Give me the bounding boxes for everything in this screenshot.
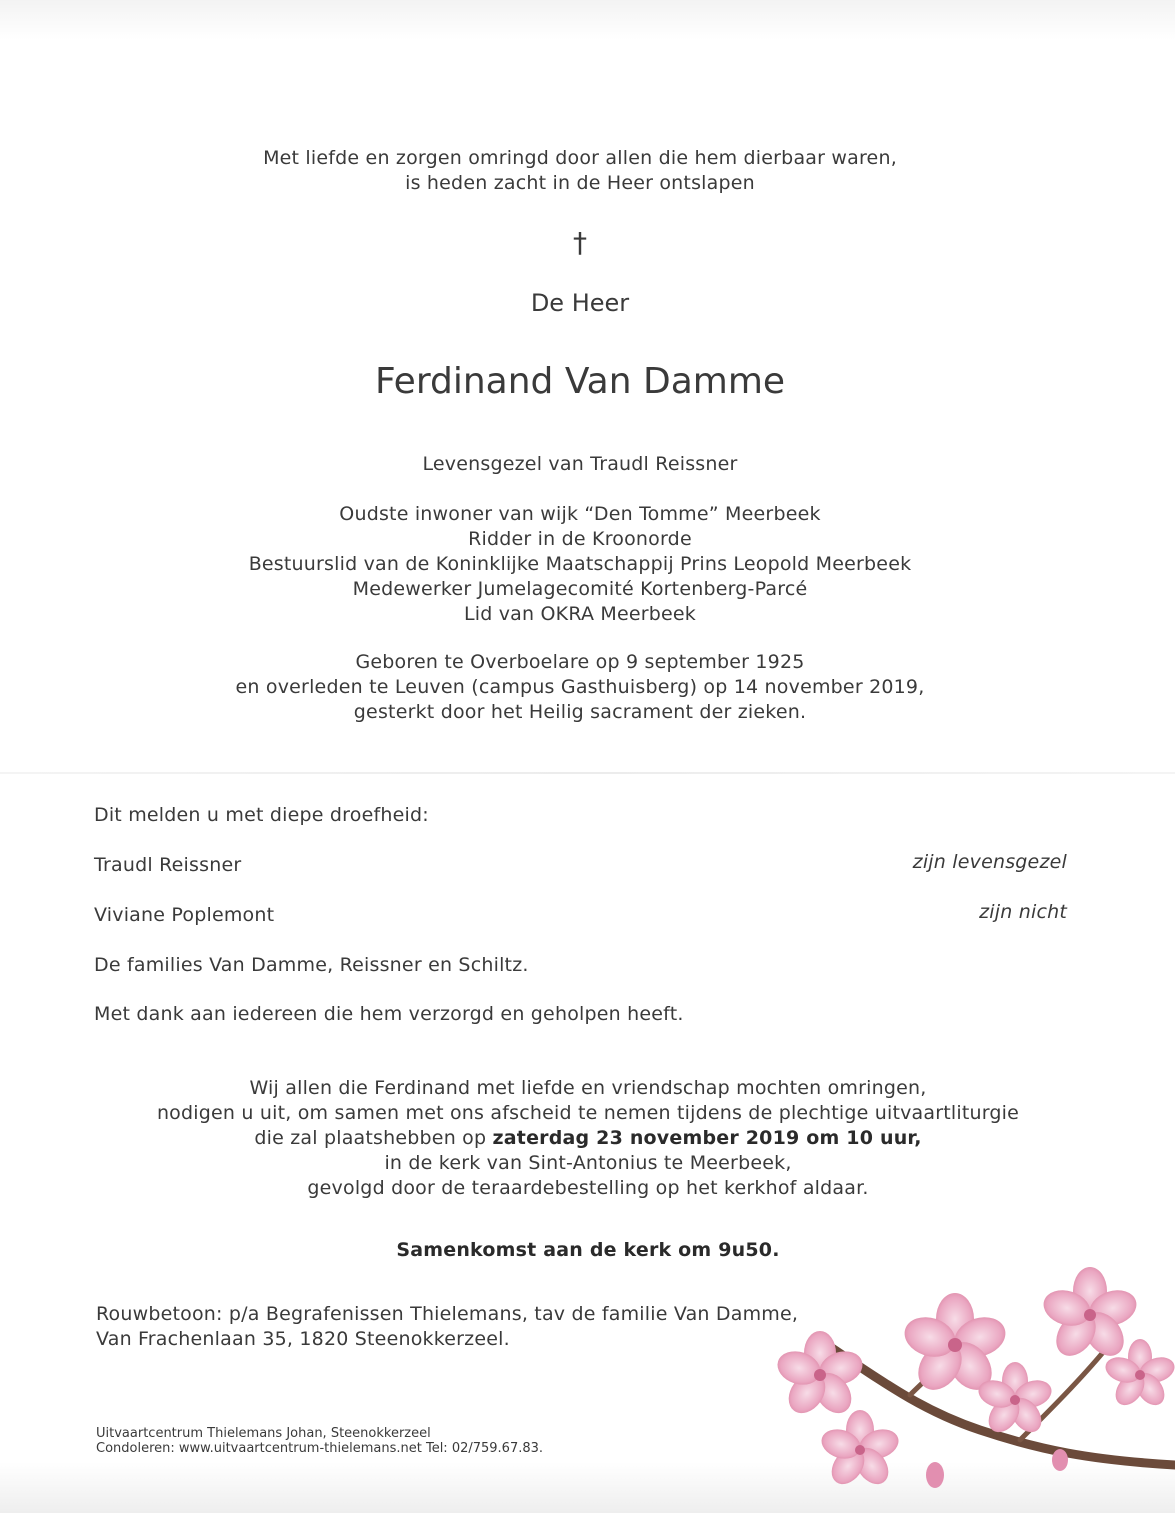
birth-death-info [0, 650, 1160, 725]
condolence-line-1: Rouwbetoon: p/a Begrafenissen Thielemans, tav de familie Van Damme, [96, 1303, 799, 1325]
affiliation-item: Lid van OKRA Meerbeek [463, 603, 697, 625]
birth-line: Geboren te Overboelare op 9 september 1925 [355, 651, 805, 673]
invitation-line-5: gevolgd door de teraardebestelling op het kerkhof aldaar. [307, 1177, 869, 1199]
blossom-bud [926, 1462, 944, 1488]
intro-line-1: Met liefde en zorgen omringd door allen die hem dierbaar waren, [263, 147, 897, 169]
funeral-invitation [8, 1076, 1168, 1201]
invitation-line-4: in de kerk van Sint-Antonius te Meerbeek, [384, 1152, 792, 1174]
invitation-line-3-prefix: die zal plaatshebben op [254, 1127, 493, 1149]
blossom-flower [1039, 1267, 1141, 1363]
partner-line: Levensgezel van Traudl Reissner [422, 453, 738, 475]
footer-line-2: Condoleren: www.uitvaartcentrum-thielemans.net Tel: 02/759.67.83. [96, 1441, 544, 1456]
intro-line-2: is heden zacht in de Heer ontslapen [405, 172, 755, 194]
footer-line-1: Uitvaartcentrum Thielemans Johan, Steenokkerzeel [96, 1426, 431, 1441]
invitation-line-1: Wij allen die Ferdinand met liefde en vriendschap mochten omringen, [249, 1077, 927, 1099]
mourner-name: Viviane Poplemont [94, 904, 275, 926]
deceased-name: Ferdinand Van Damme [374, 361, 786, 402]
mourner-relation: zijn levensgezel [912, 851, 1067, 873]
death-line: en overleden te Leuven (campus Gasthuisberg) op 14 november 2019, [235, 676, 925, 698]
thanks-line: Met dank aan iedereen die hem verzorgd en geholpen heeft. [94, 1003, 684, 1025]
affiliation-item: Bestuurslid van de Koninklijke Maatschappij Prins Leopold Meerbeek [248, 553, 912, 575]
title-prefix: De Heer [530, 289, 630, 317]
invitation-line-3 [8, 1126, 1168, 1151]
intro-text [0, 146, 1160, 196]
condolence-address [96, 1302, 798, 1352]
condolence-line-2: Van Frachenlaan 35, 1820 Steenokkerzeel. [96, 1328, 510, 1350]
funeral-date-time: zaterdag 23 november 2019 om 10 uur, [492, 1127, 922, 1149]
gathering-time: Samenkomst aan de kerk om 9u50. [396, 1239, 780, 1261]
cherry-blossom-illustration [760, 1260, 1175, 1513]
blossom-bud [1052, 1449, 1068, 1471]
affiliation-item: Medewerker Jumelagecomité Kortenberg-Parcé [352, 578, 808, 600]
funeral-home-footer [96, 1426, 543, 1456]
blossom-flower [773, 1331, 867, 1420]
announcement-text: Dit melden u met diepe droefheid: [94, 804, 429, 826]
cross-icon: † [573, 226, 587, 259]
scan-top-shading [0, 0, 1175, 40]
invitation-line-2: nodigen u uit, om samen met ons afscheid te nemen tijdens de plechtige uitvaartliturgie [156, 1102, 1020, 1124]
blossom-flower [818, 1410, 903, 1490]
mourner-relation: zijn nicht [979, 901, 1067, 923]
sacrament-line: gesterkt door het Heilig sacrament der zieken. [353, 701, 807, 723]
affiliation-item: Ridder in de Kroonorde [468, 528, 692, 550]
affiliation-item: Oudste inwoner van wijk “Den Tomme” Meerbeek [339, 503, 821, 525]
families-line: De families Van Damme, Reissner en Schiltz. [94, 954, 529, 976]
affiliations-list [0, 502, 1160, 627]
page-fold-divider [0, 772, 1175, 774]
mourner-name: Traudl Reissner [94, 854, 242, 876]
